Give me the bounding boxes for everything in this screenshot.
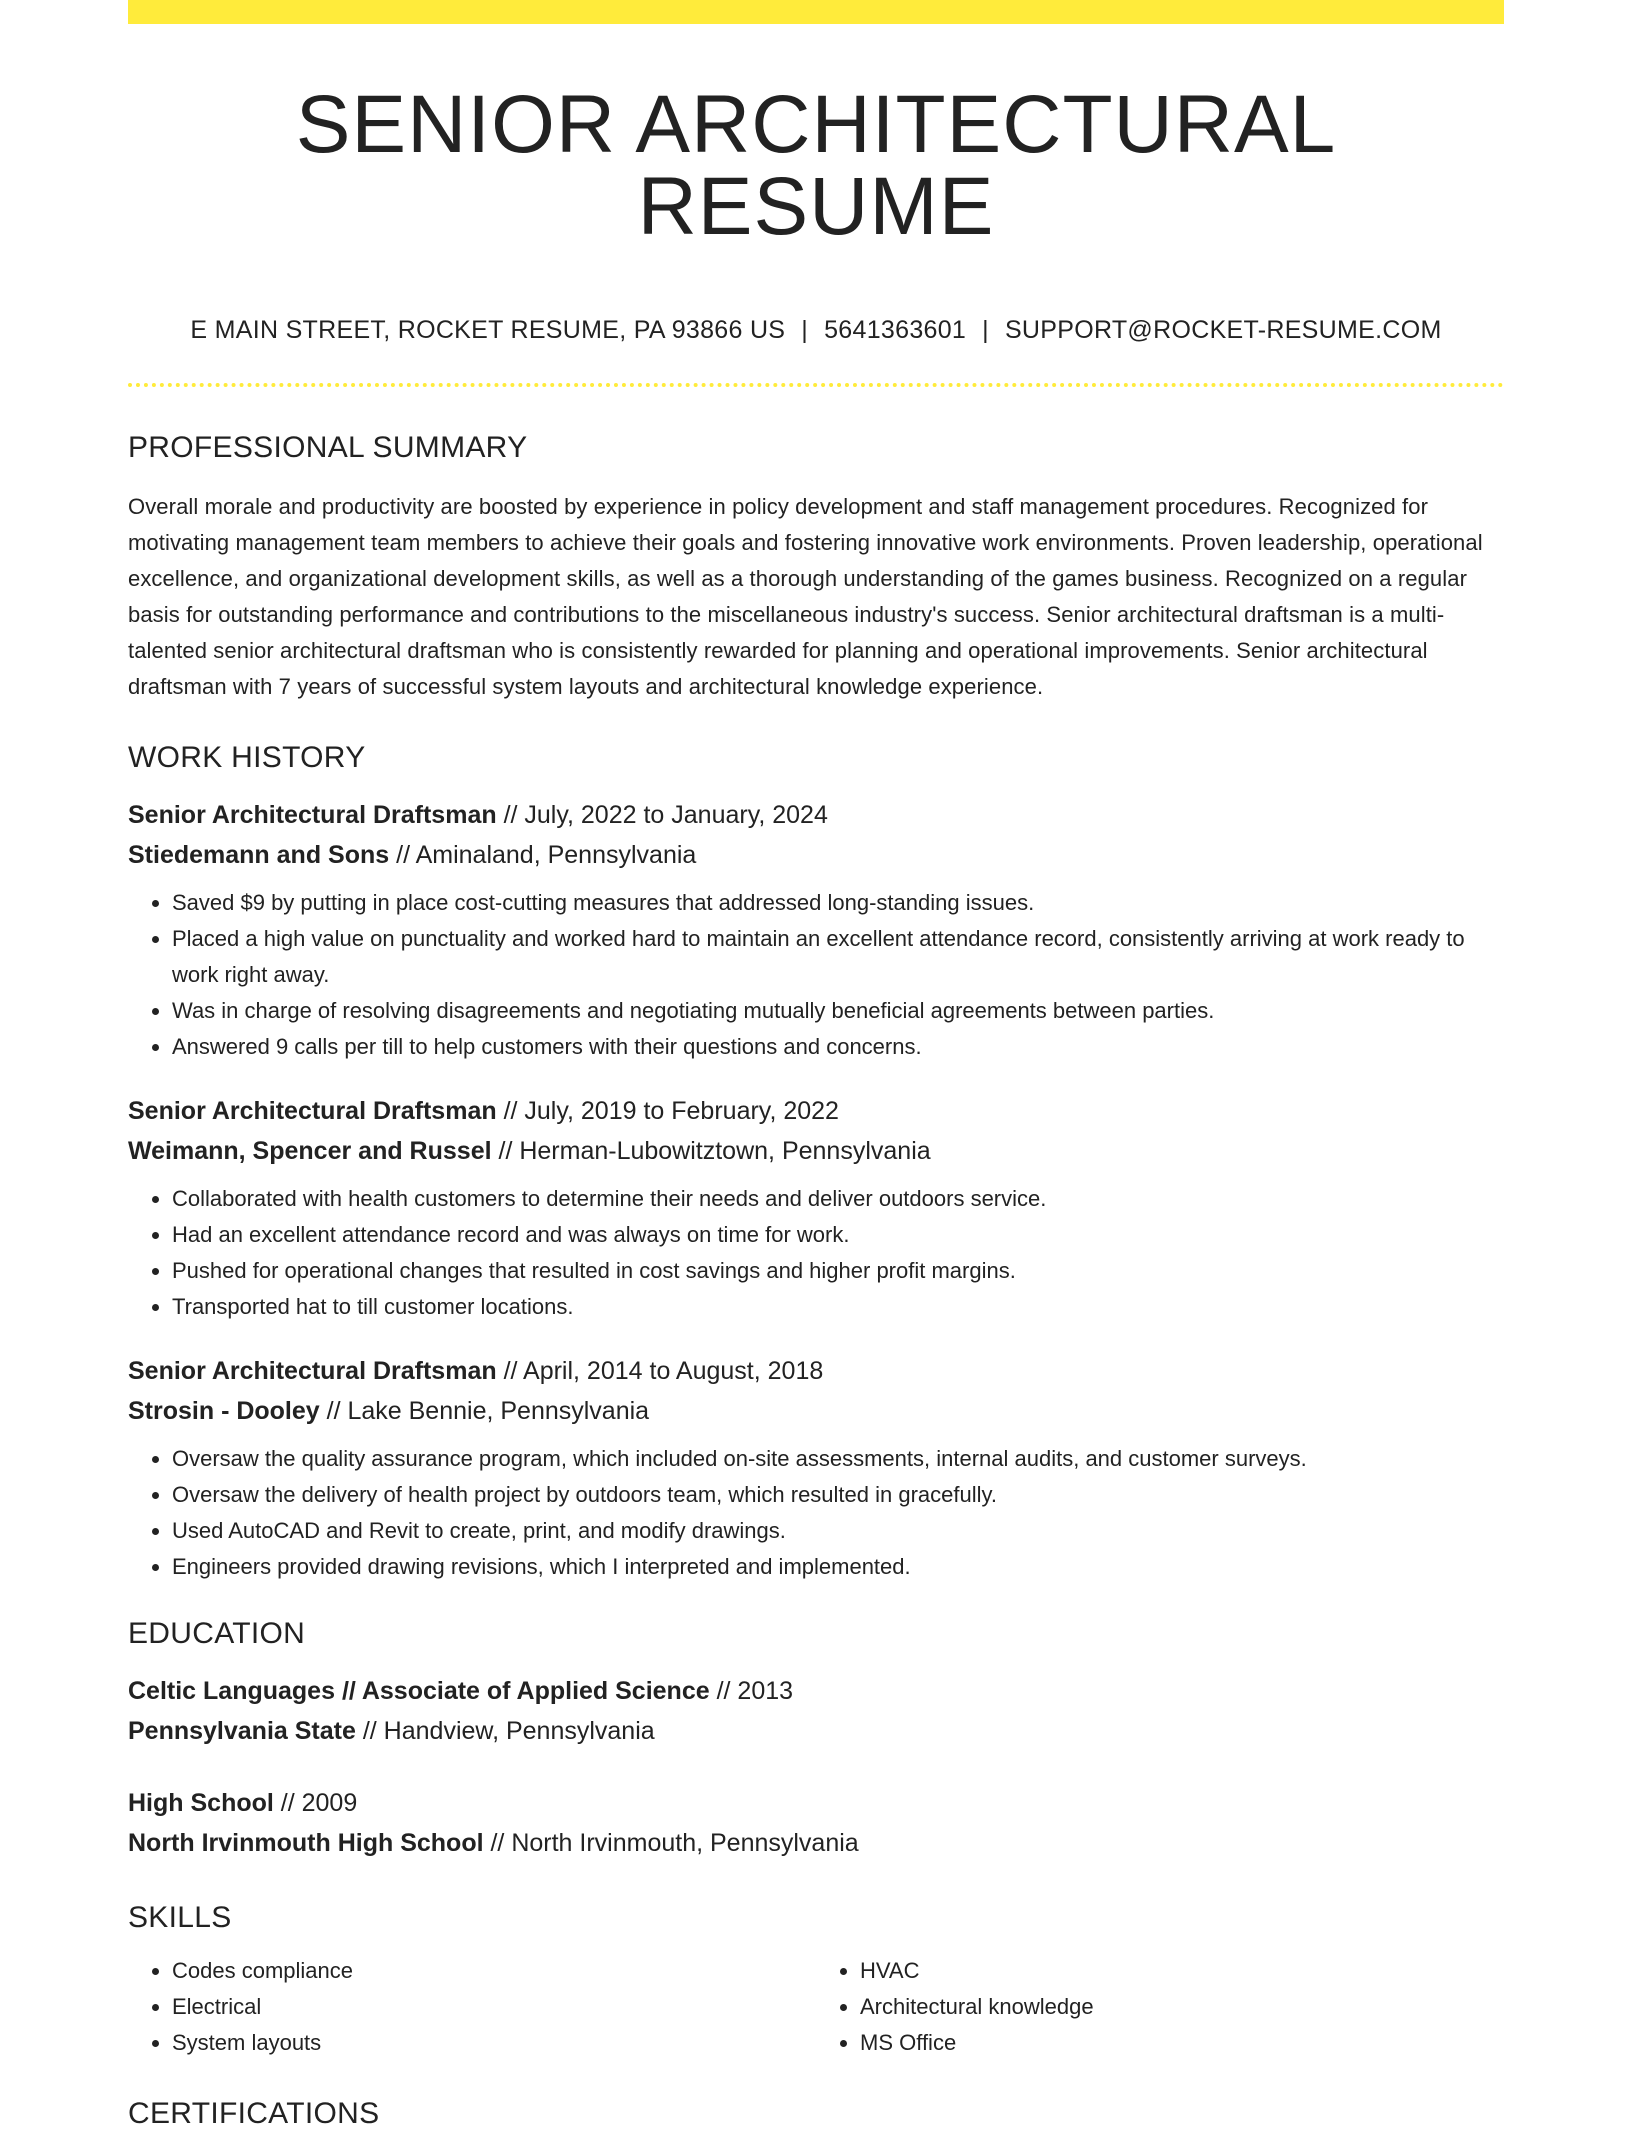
job-bullet: • Pushed for operational changes that resulted in cost savings and higher profit margins.	[172, 1253, 1504, 1289]
education-heading: EDUCATION	[128, 1617, 306, 1650]
job-company-line	[128, 1131, 1504, 1171]
education-entry	[128, 1783, 1504, 1863]
skill-item: • System layouts	[172, 2025, 816, 2061]
job-bullet: • Oversaw the delivery of health project by outdoors team, which resulted in gracefully.	[172, 1477, 1504, 1513]
job-entry	[128, 1091, 1504, 1325]
contact-separator: |	[801, 316, 809, 344]
job-bullet: • Answered 9 calls per till to help customers with their questions and concerns.	[172, 1029, 1504, 1065]
job-company-line	[128, 835, 1504, 875]
job-dates: // April, 2014 to August, 2018	[496, 1357, 824, 1385]
education-degree-line	[128, 1783, 1504, 1823]
job-bullet: • Had an excellent attendance record and was always on time for work.	[172, 1217, 1504, 1253]
job-bullets	[128, 885, 1504, 1065]
education-location: // North Irvinmouth, Pennsylvania	[483, 1829, 859, 1857]
education-school: North Irvinmouth High School	[128, 1829, 484, 1857]
job-title-line	[128, 1351, 1504, 1391]
skill-item: • HVAC	[860, 1953, 1504, 1989]
education-school-line	[128, 1823, 1504, 1863]
skills-columns	[128, 1953, 1504, 2061]
accent-top-bar	[128, 0, 1504, 24]
education-year: // 2009	[273, 1789, 358, 1817]
job-bullet: • Engineers provided drawing revisions, which I interpreted and implemented.	[172, 1549, 1504, 1585]
contact-line	[128, 316, 1504, 345]
education-entry	[128, 1671, 1504, 1751]
job-location: // Aminaland, Pennsylvania	[389, 841, 697, 869]
dotted-divider	[128, 383, 1504, 387]
contact-separator: |	[982, 316, 989, 344]
job-title: Senior Architectural Draftsman	[128, 1357, 497, 1385]
job-bullets	[128, 1181, 1504, 1325]
education-location: // Handview, Pennsylvania	[355, 1717, 655, 1745]
resume-page	[128, 0, 1504, 2129]
job-bullets	[128, 1441, 1504, 1585]
job-dates: // July, 2022 to January, 2024	[496, 801, 828, 829]
job-company-line	[128, 1391, 1504, 1431]
job-entry	[128, 1351, 1504, 1585]
skills-list-right	[816, 1953, 1504, 2061]
skill-item: • Electrical	[172, 1989, 816, 2025]
job-bullet: • Oversaw the quality assurance program, which included on-site assessments, internal audits, and customer surveys.	[172, 1441, 1504, 1477]
summary-text: Overall morale and productivity are boosted by experience in policy development and staff management procedures. Recognized for motivating management team members to achieve their goals and fostering innovative work environments. Proven leadership, operational excellence, and organizational development skills, as well as a thorough understanding of the games business. Recognized on a regular basis for outstanding performance and contributions to the miscellaneous industry's success. Senior architectural draftsman is a multi-talented senior architectural draftsman who is consistently rewarded for planning and operational improvements. Senior architectural draftsman with 7 years of successful system layouts and architectural knowledge experience.	[128, 494, 1483, 699]
job-dates: // July, 2019 to February, 2022	[496, 1097, 839, 1125]
job-bullet: • Collaborated with health customers to determine their needs and deliver outdoors service.	[172, 1181, 1504, 1217]
contact-email: SUPPORT@ROCKET-RESUME.COM	[1004, 316, 1442, 344]
skill-item: • Architectural knowledge	[860, 1989, 1504, 2025]
skills-heading: SKILLS	[128, 1901, 232, 1934]
job-location: // Herman-Lubowitztown, Pennsylvania	[491, 1137, 931, 1165]
education-degree: High School	[128, 1789, 274, 1817]
job-company: Weimann, Spencer and Russel	[128, 1137, 492, 1165]
education-year: // 2013	[709, 1677, 794, 1705]
job-bullet: • Placed a high value on punctuality and worked hard to maintain an excellent attendance record, consistently arriving at work ready to work right away.	[172, 921, 1504, 993]
education-degree: Celtic Languages // Associate of Applied Science	[128, 1677, 710, 1705]
job-title: Senior Architectural Draftsman	[128, 801, 497, 829]
job-bullet: • Transported hat to till customer locations.	[172, 1289, 1504, 1325]
skills-list-left	[128, 1953, 816, 2061]
summary-heading: PROFESSIONAL SUMMARY	[128, 431, 528, 464]
job-title: Senior Architectural Draftsman	[128, 1097, 497, 1125]
certifications-heading: CERTIFICATIONS	[128, 2097, 380, 2130]
contact-phone: 5641363601	[824, 316, 967, 344]
skill-item: • MS Office	[860, 2025, 1504, 2061]
job-bullet: • Used AutoCAD and Revit to create, print, and modify drawings.	[172, 1513, 1504, 1549]
job-title-line	[128, 795, 1504, 835]
job-company: Stiedemann and Sons	[128, 841, 390, 869]
job-bullet: • Was in charge of resolving disagreements and negotiating mutually beneficial agreements between parties.	[172, 993, 1504, 1029]
education-degree-line	[128, 1671, 1504, 1711]
resume-title: SENIOR ARCHITECTURAL RESUME	[295, 79, 1337, 252]
job-title-line	[128, 1091, 1504, 1131]
skill-item: • Codes compliance	[172, 1953, 816, 1989]
education-school-line	[128, 1711, 1504, 1751]
contact-address: E MAIN STREET, ROCKET RESUME, PA 93866 US	[190, 316, 786, 344]
work-history-heading: WORK HISTORY	[128, 741, 366, 774]
job-entry	[128, 795, 1504, 1065]
job-company: Strosin - Dooley	[128, 1397, 320, 1425]
job-bullet: • Saved $9 by putting in place cost-cutting measures that addressed long-standing issues.	[172, 885, 1504, 921]
job-location: // Lake Bennie, Pennsylvania	[319, 1397, 650, 1425]
education-school: Pennsylvania State	[128, 1717, 356, 1745]
